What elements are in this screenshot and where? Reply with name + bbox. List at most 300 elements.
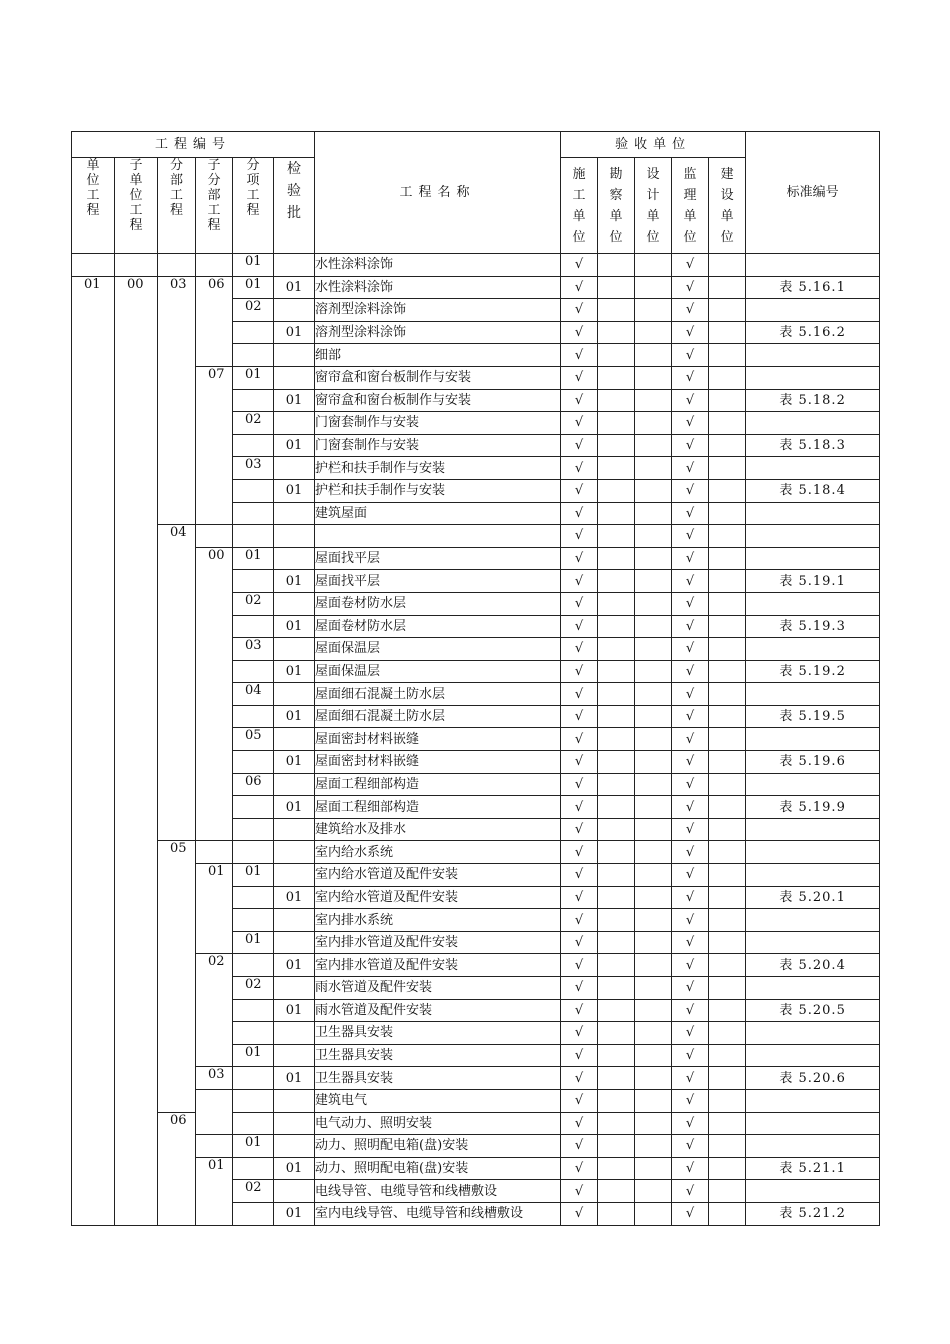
name-column-header: 工程名称 xyxy=(315,132,561,254)
acceptance-check-1: √ xyxy=(561,886,598,909)
standard-code xyxy=(746,864,880,887)
acceptance-check-2 xyxy=(598,1202,635,1225)
acceptance-check-1: √ xyxy=(561,705,598,728)
acceptance-check-1: √ xyxy=(561,751,598,774)
acceptance-check-3 xyxy=(635,366,672,389)
acceptance-check-5 xyxy=(709,299,746,322)
division-code: 05 xyxy=(158,841,196,1112)
project-name: 门窗套制作与安装 xyxy=(315,412,561,435)
inspection-lot-code: 01 xyxy=(274,1202,315,1225)
code-col-label: 分部工程 xyxy=(169,158,183,218)
standard-code xyxy=(746,683,880,706)
acceptance-check-3 xyxy=(635,457,672,480)
subitem-code xyxy=(233,1022,274,1045)
acceptance-check-4: √ xyxy=(672,321,709,344)
standard-code xyxy=(746,412,880,435)
acceptance-col-label: 设计单位 xyxy=(646,166,660,245)
acceptance-check-5 xyxy=(709,570,746,593)
project-name: 屋面卷材防水层 xyxy=(315,615,561,638)
acceptance-check-4: √ xyxy=(672,864,709,887)
standard-code xyxy=(746,592,880,615)
acceptance-check-1: √ xyxy=(561,344,598,367)
acceptance-check-3 xyxy=(635,434,672,457)
subitem-code: 02 xyxy=(233,412,274,435)
acceptance-check-2 xyxy=(598,321,635,344)
subdivision-code xyxy=(196,525,233,548)
acceptance-check-3 xyxy=(635,1044,672,1067)
inspection-lot-code xyxy=(274,1135,315,1158)
table-row xyxy=(72,276,880,299)
subitem-code: 01 xyxy=(233,276,274,299)
project-name: 溶剂型涂料涂饰 xyxy=(315,299,561,322)
standard-code xyxy=(746,1044,880,1067)
acceptance-check-4: √ xyxy=(672,683,709,706)
project-name: 室内给水管道及配件安装 xyxy=(315,886,561,909)
project-name: 屋面找平层 xyxy=(315,570,561,593)
table-row xyxy=(72,525,880,548)
acceptance-check-4: √ xyxy=(672,1202,709,1225)
acceptance-check-1: √ xyxy=(561,841,598,864)
subitem-code: 02 xyxy=(233,1180,274,1203)
subitem-code xyxy=(233,660,274,683)
acceptance-check-3 xyxy=(635,818,672,841)
inspection-lot-code xyxy=(274,1112,315,1135)
acceptance-check-5 xyxy=(709,886,746,909)
acceptance-check-2 xyxy=(598,841,635,864)
inspection-lot-code: 01 xyxy=(274,999,315,1022)
project-name: 细部 xyxy=(315,344,561,367)
standard-code xyxy=(746,977,880,1000)
acceptance-check-4: √ xyxy=(672,977,709,1000)
subdivision-code xyxy=(196,1089,233,1134)
acceptance-check-5 xyxy=(709,954,746,977)
subdivision-code: 06 xyxy=(196,276,233,366)
acceptance-check-5 xyxy=(709,638,746,661)
acceptance-group-header: 验收单位 xyxy=(561,132,746,158)
unit-code: 01 xyxy=(72,276,115,1225)
subdivision-code xyxy=(196,1135,233,1158)
acceptance-check-4: √ xyxy=(672,1044,709,1067)
inspection-lot-code: 01 xyxy=(274,1067,315,1090)
acceptance-check-5 xyxy=(709,502,746,525)
project-name: 屋面找平层 xyxy=(315,547,561,570)
project-name: 屋面密封材料嵌缝 xyxy=(315,751,561,774)
acceptance-check-5 xyxy=(709,592,746,615)
division-code: 03 xyxy=(158,276,196,525)
project-code-table xyxy=(71,131,880,1226)
acceptance-check-4: √ xyxy=(672,841,709,864)
standard-code: 表 5.20.5 xyxy=(746,999,880,1022)
acceptance-check-2 xyxy=(598,366,635,389)
project-name: 卫生器具安装 xyxy=(315,1067,561,1090)
subitem-code: 04 xyxy=(233,683,274,706)
subitem-code xyxy=(233,434,274,457)
acceptance-check-1: √ xyxy=(561,1202,598,1225)
acceptance-check-5 xyxy=(709,683,746,706)
acceptance-check-4: √ xyxy=(672,344,709,367)
project-name: 电线导管、电缆导管和线槽敷设 xyxy=(315,1180,561,1203)
acceptance-check-4: √ xyxy=(672,1112,709,1135)
acceptance-check-3 xyxy=(635,728,672,751)
inspection-lot-code: 01 xyxy=(274,886,315,909)
acceptance-check-4: √ xyxy=(672,276,709,299)
acceptance-check-1: √ xyxy=(561,1180,598,1203)
acceptance-check-5 xyxy=(709,1112,746,1135)
acceptance-check-1: √ xyxy=(561,864,598,887)
project-name: 屋面保温层 xyxy=(315,638,561,661)
acceptance-check-1: √ xyxy=(561,1135,598,1158)
inspection-lot-code: 01 xyxy=(274,954,315,977)
project-name: 屋面工程细部构造 xyxy=(315,773,561,796)
acceptance-check-4: √ xyxy=(672,389,709,412)
acceptance-check-3 xyxy=(635,1067,672,1090)
acceptance-check-5 xyxy=(709,1022,746,1045)
acceptance-check-2 xyxy=(598,592,635,615)
acceptance-check-3 xyxy=(635,1112,672,1135)
subitem-code: 05 xyxy=(233,728,274,751)
acceptance-check-1: √ xyxy=(561,1044,598,1067)
acceptance-check-2 xyxy=(598,254,635,277)
subdivision-code: 01 xyxy=(196,864,233,954)
inspection-lot-code: 01 xyxy=(274,389,315,412)
subitem-code xyxy=(233,796,274,819)
project-name: 雨水管道及配件安装 xyxy=(315,999,561,1022)
acceptance-check-5 xyxy=(709,1157,746,1180)
inspection-lot-code xyxy=(274,864,315,887)
project-name: 屋面保温层 xyxy=(315,660,561,683)
project-name: 屋面密封材料嵌缝 xyxy=(315,728,561,751)
acceptance-check-2 xyxy=(598,773,635,796)
acceptance-check-4: √ xyxy=(672,366,709,389)
code-col-header-1 xyxy=(115,158,158,254)
code-group-header: 工程编号 xyxy=(72,132,315,158)
acceptance-check-1: √ xyxy=(561,389,598,412)
standard-code xyxy=(746,1022,880,1045)
acceptance-check-5 xyxy=(709,457,746,480)
standard-code xyxy=(746,344,880,367)
acceptance-check-1: √ xyxy=(561,570,598,593)
acceptance-check-2 xyxy=(598,886,635,909)
acceptance-check-3 xyxy=(635,864,672,887)
acceptance-check-3 xyxy=(635,412,672,435)
acceptance-check-2 xyxy=(598,1044,635,1067)
acceptance-check-2 xyxy=(598,977,635,1000)
code-col-label: 检验批 xyxy=(287,161,302,221)
acceptance-check-5 xyxy=(709,412,746,435)
standard-code: 表 5.18.2 xyxy=(746,389,880,412)
standard-code xyxy=(746,502,880,525)
standard-code xyxy=(746,818,880,841)
acceptance-check-2 xyxy=(598,570,635,593)
acceptance-col-header-0 xyxy=(561,158,598,254)
acceptance-check-5 xyxy=(709,389,746,412)
subitem-code xyxy=(233,909,274,932)
subitem-code xyxy=(233,615,274,638)
standard-code xyxy=(746,728,880,751)
subitem-code: 01 xyxy=(233,1135,274,1158)
acceptance-check-4: √ xyxy=(672,818,709,841)
project-name: 室内排水管道及配件安装 xyxy=(315,954,561,977)
code-cell-empty xyxy=(72,254,115,277)
acceptance-check-5 xyxy=(709,660,746,683)
code-cell-empty xyxy=(158,254,196,277)
subitem-code: 02 xyxy=(233,977,274,1000)
code-cell-empty xyxy=(115,254,158,277)
acceptance-check-4: √ xyxy=(672,638,709,661)
acceptance-check-2 xyxy=(598,525,635,548)
standard-code: 表 5.16.2 xyxy=(746,321,880,344)
acceptance-check-3 xyxy=(635,886,672,909)
inspection-lot-code xyxy=(274,931,315,954)
acceptance-check-3 xyxy=(635,276,672,299)
inspection-lot-code xyxy=(274,457,315,480)
project-name: 动力、照明配电箱(盘)安装 xyxy=(315,1157,561,1180)
standard-code: 表 5.20.1 xyxy=(746,886,880,909)
acceptance-check-3 xyxy=(635,660,672,683)
project-name xyxy=(315,525,561,548)
inspection-lot-code xyxy=(274,592,315,615)
acceptance-check-2 xyxy=(598,954,635,977)
subitem-code xyxy=(233,705,274,728)
acceptance-check-4: √ xyxy=(672,457,709,480)
acceptance-check-2 xyxy=(598,502,635,525)
acceptance-check-3 xyxy=(635,615,672,638)
acceptance-check-4: √ xyxy=(672,728,709,751)
standard-code: 表 5.20.6 xyxy=(746,1067,880,1090)
acceptance-check-2 xyxy=(598,638,635,661)
inspection-lot-code xyxy=(274,728,315,751)
standard-code: 表 5.19.5 xyxy=(746,705,880,728)
subitem-code: 06 xyxy=(233,773,274,796)
project-name: 溶剂型涂料涂饰 xyxy=(315,321,561,344)
subitem-code xyxy=(233,1157,274,1180)
standard-code xyxy=(746,254,880,277)
inspection-lot-code xyxy=(274,254,315,277)
acceptance-check-4: √ xyxy=(672,479,709,502)
division-code: 04 xyxy=(158,525,196,841)
subitem-code: 01 xyxy=(233,931,274,954)
acceptance-check-1: √ xyxy=(561,818,598,841)
code-col-header-2 xyxy=(158,158,196,254)
acceptance-check-2 xyxy=(598,864,635,887)
acceptance-check-3 xyxy=(635,931,672,954)
acceptance-check-1: √ xyxy=(561,299,598,322)
acceptance-check-3 xyxy=(635,1089,672,1112)
acceptance-check-1: √ xyxy=(561,366,598,389)
standard-code: 表 5.19.3 xyxy=(746,615,880,638)
inspection-lot-code xyxy=(274,366,315,389)
acceptance-check-1: √ xyxy=(561,1112,598,1135)
subitem-code: 01 xyxy=(233,254,274,277)
subunit-code: 00 xyxy=(115,276,158,1225)
acceptance-check-4: √ xyxy=(672,660,709,683)
standard-code xyxy=(746,1180,880,1203)
inspection-lot-code xyxy=(274,841,315,864)
subitem-code: 01 xyxy=(233,366,274,389)
code-col-header-3 xyxy=(196,158,233,254)
acceptance-check-5 xyxy=(709,931,746,954)
acceptance-check-3 xyxy=(635,751,672,774)
project-name: 护栏和扶手制作与安装 xyxy=(315,457,561,480)
inspection-lot-code xyxy=(274,344,315,367)
acceptance-check-1: √ xyxy=(561,728,598,751)
acceptance-check-2 xyxy=(598,683,635,706)
acceptance-check-4: √ xyxy=(672,886,709,909)
acceptance-check-5 xyxy=(709,864,746,887)
subitem-code xyxy=(233,841,274,864)
subitem-code xyxy=(233,344,274,367)
code-col-header-4 xyxy=(233,158,274,254)
acceptance-check-4: √ xyxy=(672,751,709,774)
inspection-lot-code xyxy=(274,299,315,322)
code-col-header-5 xyxy=(274,158,315,254)
acceptance-check-3 xyxy=(635,570,672,593)
inspection-lot-code xyxy=(274,818,315,841)
standard-code xyxy=(746,525,880,548)
subitem-code xyxy=(233,886,274,909)
acceptance-check-4: √ xyxy=(672,615,709,638)
acceptance-check-1: √ xyxy=(561,909,598,932)
acceptance-check-4: √ xyxy=(672,1157,709,1180)
standard-code xyxy=(746,366,880,389)
acceptance-check-5 xyxy=(709,434,746,457)
subitem-code xyxy=(233,525,274,548)
inspection-lot-code xyxy=(274,909,315,932)
acceptance-check-5 xyxy=(709,818,746,841)
subitem-code xyxy=(233,751,274,774)
project-name: 动力、照明配电箱(盘)安装 xyxy=(315,1135,561,1158)
acceptance-check-3 xyxy=(635,773,672,796)
table-row xyxy=(72,841,880,864)
acceptance-check-2 xyxy=(598,660,635,683)
acceptance-check-5 xyxy=(709,796,746,819)
acceptance-check-2 xyxy=(598,276,635,299)
acceptance-check-2 xyxy=(598,1180,635,1203)
acceptance-check-5 xyxy=(709,909,746,932)
inspection-lot-code: 01 xyxy=(274,1157,315,1180)
acceptance-check-5 xyxy=(709,1180,746,1203)
acceptance-check-4: √ xyxy=(672,909,709,932)
acceptance-check-4: √ xyxy=(672,931,709,954)
acceptance-check-1: √ xyxy=(561,412,598,435)
standard-code: 表 5.19.9 xyxy=(746,796,880,819)
acceptance-check-3 xyxy=(635,344,672,367)
acceptance-check-4: √ xyxy=(672,434,709,457)
acceptance-check-4: √ xyxy=(672,592,709,615)
acceptance-check-2 xyxy=(598,1112,635,1135)
acceptance-check-1: √ xyxy=(561,931,598,954)
project-name: 室内电线导管、电缆导管和线槽敷设 xyxy=(315,1202,561,1225)
acceptance-check-4: √ xyxy=(672,1180,709,1203)
acceptance-check-5 xyxy=(709,344,746,367)
acceptance-check-1: √ xyxy=(561,592,598,615)
acceptance-col-label: 勘察单位 xyxy=(609,166,623,245)
acceptance-check-4: √ xyxy=(672,525,709,548)
acceptance-check-3 xyxy=(635,954,672,977)
project-name: 护栏和扶手制作与安装 xyxy=(315,479,561,502)
inspection-lot-code: 01 xyxy=(274,570,315,593)
acceptance-check-5 xyxy=(709,705,746,728)
subdivision-code: 01 xyxy=(196,1157,233,1225)
standard-code xyxy=(746,909,880,932)
subitem-code xyxy=(233,389,274,412)
inspection-lot-code: 01 xyxy=(274,479,315,502)
acceptance-check-5 xyxy=(709,615,746,638)
acceptance-check-4: √ xyxy=(672,570,709,593)
acceptance-check-3 xyxy=(635,254,672,277)
acceptance-check-3 xyxy=(635,841,672,864)
acceptance-check-3 xyxy=(635,389,672,412)
acceptance-check-2 xyxy=(598,931,635,954)
project-name: 室内排水管道及配件安装 xyxy=(315,931,561,954)
acceptance-check-1: √ xyxy=(561,1089,598,1112)
subitem-code: 02 xyxy=(233,299,274,322)
inspection-lot-code xyxy=(274,1089,315,1112)
acceptance-check-5 xyxy=(709,728,746,751)
acceptance-check-1: √ xyxy=(561,1067,598,1090)
acceptance-check-4: √ xyxy=(672,796,709,819)
acceptance-check-2 xyxy=(598,434,635,457)
acceptance-check-3 xyxy=(635,705,672,728)
subitem-code xyxy=(233,321,274,344)
inspection-lot-code xyxy=(274,1022,315,1045)
subitem-code xyxy=(233,954,274,977)
acceptance-check-5 xyxy=(709,276,746,299)
acceptance-check-1: √ xyxy=(561,1022,598,1045)
acceptance-col-header-2 xyxy=(635,158,672,254)
code-col-label: 分项工程 xyxy=(246,158,260,218)
acceptance-check-2 xyxy=(598,479,635,502)
acceptance-check-5 xyxy=(709,841,746,864)
project-name: 室内排水系统 xyxy=(315,909,561,932)
inspection-lot-code: 01 xyxy=(274,796,315,819)
acceptance-check-4: √ xyxy=(672,705,709,728)
acceptance-check-2 xyxy=(598,751,635,774)
subdivision-code xyxy=(196,841,233,864)
inspection-lot-code: 01 xyxy=(274,751,315,774)
acceptance-check-2 xyxy=(598,1157,635,1180)
acceptance-check-1: √ xyxy=(561,502,598,525)
acceptance-check-1: √ xyxy=(561,660,598,683)
acceptance-check-3 xyxy=(635,502,672,525)
acceptance-check-5 xyxy=(709,1202,746,1225)
code-col-label: 子单位工程 xyxy=(129,158,143,233)
acceptance-check-4: √ xyxy=(672,1022,709,1045)
subitem-code: 02 xyxy=(233,592,274,615)
acceptance-check-2 xyxy=(598,1089,635,1112)
acceptance-check-2 xyxy=(598,547,635,570)
project-name: 室内给水系统 xyxy=(315,841,561,864)
acceptance-check-3 xyxy=(635,1135,672,1158)
standard-code xyxy=(746,638,880,661)
acceptance-check-1: √ xyxy=(561,434,598,457)
inspection-lot-code xyxy=(274,525,315,548)
acceptance-check-2 xyxy=(598,299,635,322)
acceptance-check-3 xyxy=(635,1022,672,1045)
acceptance-col-label: 监理单位 xyxy=(683,166,697,245)
acceptance-check-1: √ xyxy=(561,254,598,277)
subdivision-code: 03 xyxy=(196,1067,233,1090)
project-name: 水性涂料涂饰 xyxy=(315,276,561,299)
project-name: 窗帘盒和窗台板制作与安装 xyxy=(315,366,561,389)
inspection-lot-code xyxy=(274,547,315,570)
acceptance-check-1: √ xyxy=(561,615,598,638)
standard-code xyxy=(746,841,880,864)
acceptance-check-2 xyxy=(598,909,635,932)
code-cell-empty xyxy=(196,254,233,277)
standard-code xyxy=(746,1112,880,1135)
standard-code: 表 5.21.1 xyxy=(746,1157,880,1180)
